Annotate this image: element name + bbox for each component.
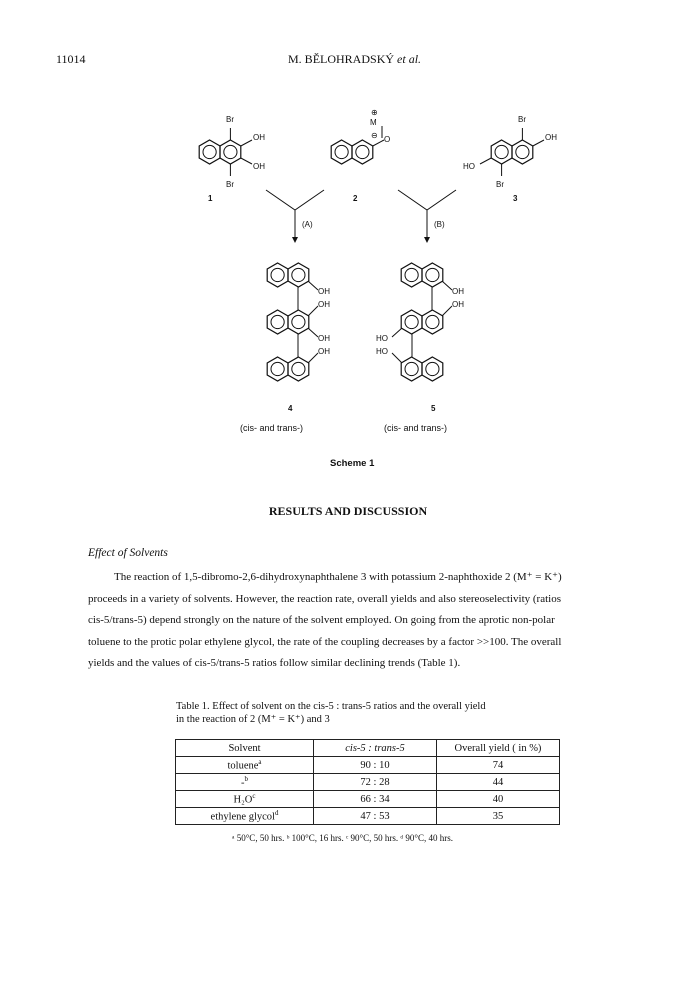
arrow-b-label: (B) — [434, 220, 445, 229]
table-caption-line: Table 1. Effect of solvent on the cis-5 : trans-5 ratios and the overall yield — [176, 701, 486, 712]
atom-br: Br — [226, 115, 234, 124]
ratio-cell: 90 : 10 — [314, 757, 437, 774]
ratio-cell: 47 : 53 — [314, 808, 437, 825]
section-heading: RESULTS AND DISCUSSION — [268, 504, 428, 518]
atom-ho: HO — [376, 347, 388, 356]
paragraph-line: yields and the values of cis-5/trans-5 ratios follow similar declining trends (Table 1). — [88, 657, 461, 669]
atom-oh: OH — [452, 287, 464, 296]
table-row — [176, 791, 560, 808]
compound-1-structure — [199, 128, 252, 176]
compound-label-1: 1 — [208, 194, 213, 203]
atom-oh: OH — [318, 300, 330, 309]
reaction-scheme — [0, 0, 696, 470]
compound-label-5: 5 — [431, 404, 436, 413]
scheme-caption: Scheme 1 — [330, 458, 375, 469]
yield-cell: 35 — [437, 808, 560, 825]
header-cell: cis-5 : trans-5 — [314, 740, 437, 757]
ratio-cell: 66 : 34 — [314, 791, 437, 808]
paragraph-line: The reaction of 1,5-dibromo-2,6-dihydroxynaphthalene 3 with potassium 2-naphthoxide 2 (M⁺ = K⁺) — [114, 571, 562, 583]
atom-oh: OH — [253, 162, 265, 171]
table-caption-line: in the reaction of 2 (M⁺ = K⁺) and 3 — [176, 714, 330, 725]
atom-oxygen: O — [384, 135, 391, 144]
compound-label-3: 3 — [513, 194, 518, 203]
solvent-effect-table — [175, 739, 560, 825]
table-footnote: ᵃ 50°C, 50 hrs. ᵇ 100°C, 16 hrs. ᶜ 90°C, 50 hrs. ᵈ 90°C, 40 hrs. — [232, 833, 454, 843]
atom-oh: OH — [253, 133, 265, 142]
solvent-cell: ethylene glycol$^d$ — [176, 808, 314, 825]
table-header-row — [176, 740, 560, 757]
paragraph-line: proceeds in a variety of solvents. However, the reaction rate, overall yields and also stereoselectivity (ratios — [88, 592, 561, 605]
arrow-a — [266, 190, 324, 240]
atom-ho: HO — [463, 162, 475, 171]
arrow-b — [398, 190, 456, 240]
compound-label-2: 2 — [353, 194, 358, 203]
solvent-cell: $H_2O^c$ — [176, 791, 314, 808]
atom-oh: OH — [318, 347, 330, 356]
yield-cell: 40 — [437, 791, 560, 808]
compound-label-4: 4 — [288, 404, 293, 413]
atom-br: Br — [226, 180, 234, 189]
running-author: M. BĚLOHRADSKÝ et al. — [288, 52, 422, 66]
table-row — [176, 757, 560, 774]
solvent-cell: toluene$^a$ — [176, 757, 314, 774]
atom-oh: OH — [318, 287, 330, 296]
atom-oh: OH — [545, 133, 557, 142]
stereo-note-4: (cis- and trans-) — [240, 423, 304, 433]
header-cell: Solvent — [176, 740, 314, 757]
arrow-a-label: (A) — [302, 220, 313, 229]
table-row — [176, 774, 560, 791]
table-caption — [176, 700, 486, 726]
yield-cell: 74 — [437, 757, 560, 774]
stereo-note-5: (cis- and trans-) — [384, 423, 448, 433]
compound-5-structure — [392, 263, 452, 381]
compound-3-structure — [480, 128, 544, 176]
atom-br: Br — [518, 115, 526, 124]
atom-metal: M — [370, 118, 377, 127]
page-number: 11014 — [56, 52, 86, 66]
solvent-cell: -$^b$ — [176, 774, 314, 791]
paragraph-line: toluene to the protic polar ethylene glycol, the rate of the coupling decreases by a factor >>100. The overall — [88, 635, 562, 648]
body-paragraph — [88, 567, 608, 675]
ratio-cell: 72 : 28 — [314, 774, 437, 791]
atom-ho: HO — [376, 334, 388, 343]
charge-plus: ⊕ — [371, 108, 378, 117]
atom-br: Br — [496, 180, 504, 189]
atom-oh: OH — [318, 334, 330, 343]
subsection-heading: Effect of Solvents — [88, 547, 168, 559]
header-cell: Overall yield ( in %) — [437, 740, 560, 757]
paragraph-line: cis-5/trans-5) depend strongly on the nature of the solvent employed. On going from the aprotic non-polar — [88, 614, 555, 626]
charge-minus: ⊖ — [371, 131, 378, 140]
compound-4-structure — [267, 263, 318, 381]
yield-cell: 44 — [437, 774, 560, 791]
table-row — [176, 808, 560, 825]
atom-oh: OH — [452, 300, 464, 309]
